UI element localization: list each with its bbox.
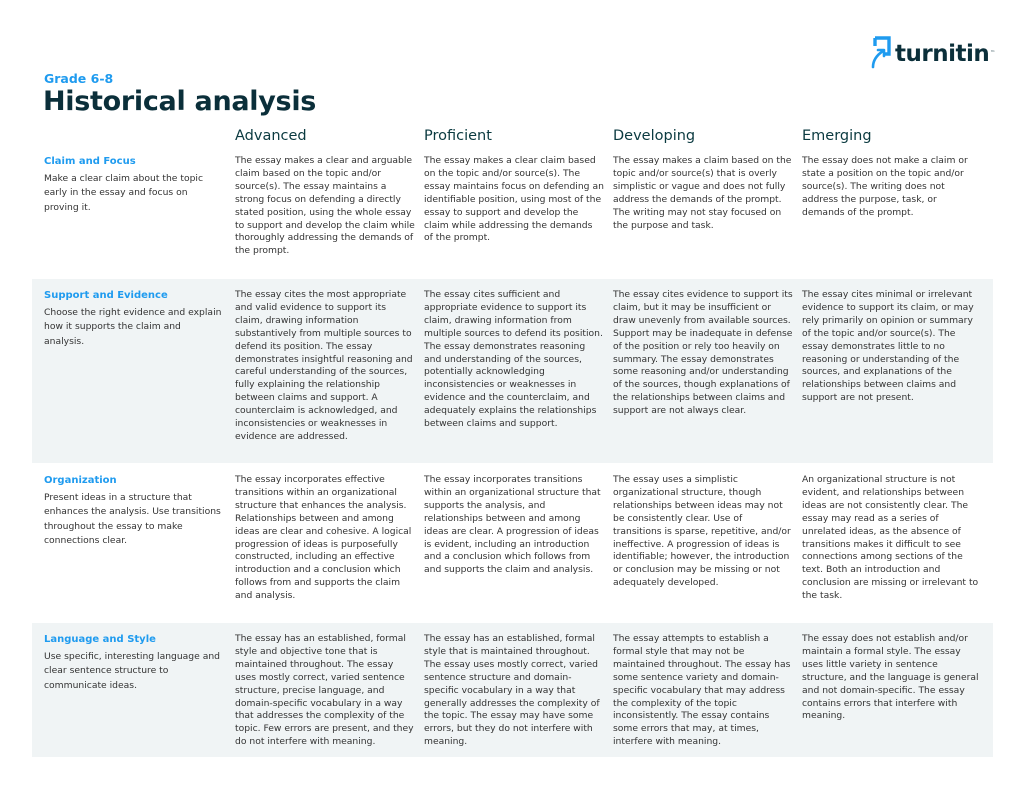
rubric-cell-developing: The essay attempts to establish a formal style that may not be maintained throughout. The essay has some sentence variety and domain-specific vocabulary that may address the complexity of the topic inconsistently. The essay contains some errors that may, at times, interfere with meaning.: [613, 633, 791, 748]
rubric-row-support-evidence: [32, 279, 993, 463]
criterion: [44, 633, 222, 693]
page-title: Historical analysis: [43, 86, 317, 117]
column-header-advanced: Advanced: [235, 128, 307, 144]
criterion-description: Present ideas in a structure that enhances the analysis. Use transitions throughout the essay to make connections clear.: [44, 492, 221, 546]
rubric-cell-advanced: The essay cites the most appropriate and valid evidence to support its claim, drawing information substantively from multiple sources to defend its position. The essay demonstrates insightful reasoning and careful understanding of the sources, fully explaining the relationship between claims and support. A counterclaim is acknowledged, and inconsistencies or weaknesses in evidence are addressed.: [235, 289, 413, 442]
criterion-name: Support and Evidence: [44, 290, 168, 301]
rubric-cell-proficient: The essay makes a clear claim based on the topic and/or source(s). The essay maintains focus on defending an identifiable position, using most of the essay to support and develop the claim while addressing the demands of the prompt.: [424, 155, 604, 244]
criterion-name: Language and Style: [44, 634, 156, 645]
rubric-cell-advanced: The essay incorporates effective transitions within an organizational structure that enhances the analysis. Relationships between and among ideas are clear and cohesive. A logical progression of ideas is purposefully constructed, including an effective introduction and a conclusion which follows from and supports the claim and analysis.: [235, 474, 412, 602]
criterion-name: Organization: [44, 475, 117, 486]
trademark-symbol: ™: [990, 50, 996, 56]
rubric-row-claim-focus: [32, 148, 993, 274]
rubric-cell-developing: The essay uses a simplistic organizational structure, though relationships between ideas may not be consistently clear. Use of transitions is sparse, repetitive, and/or ineffective. A progression of ideas is identifiable; however, the introduction or conclusion may be missing or not adequately developed.: [613, 474, 791, 589]
rubric-cell-proficient: The essay incorporates transitions within an organizational structure that supports the analysis, and relationships between and among ideas are clear. A progression of ideas is evident, including an introduction and a conclusion which follows from and supports the claim and analysis.: [424, 474, 601, 576]
rubric-cell-proficient: The essay has an established, formal style that is maintained throughout. The essay uses mostly correct, varied sentence structure and domain-specific vocabulary in a way that generally addresses the complexity of the topic. The essay may have some errors, but they do not interfere with meaning.: [424, 633, 600, 748]
rubric-cell-emerging: The essay cites minimal or irrelevant evidence to support its claim, or may rely primarily on opinion or summary of the topic and/or source(s). The essay demonstrates little to no reasoning or understanding of the sources, and explanations of the relationships between claims and support are not present.: [802, 289, 974, 404]
rubric-row-language-style: [32, 623, 993, 757]
rubric-cell-developing: The essay cites evidence to support its claim, but it may be insufficient or draw unevenly from available sources. Support may be inadequate in defense of the position or rely too heavily on summary. The essay demonstrates some reasoning and/or understanding of the sources, though explanations of the relationships between claims and support are not always clear.: [613, 289, 793, 417]
logo-wordmark: turnitin: [895, 41, 990, 67]
criterion-description: Make a clear claim about the topic early in the essay and focus on proving it.: [44, 173, 203, 213]
criterion-name: Claim and Focus: [44, 156, 136, 167]
rubric-cell-advanced: The essay makes a clear and arguable claim based on the topic and/or source(s). The essay maintains a strong focus on defending a directly stated position, using the whole essay to support and develop the claim while thoroughly addressing the demands of the prompt.: [235, 155, 415, 257]
rubric-cell-emerging: The essay does not make a claim or state a position on the topic and/or source(s). The writing does not address the purpose, task, or demands of the prompt.: [802, 155, 968, 218]
rubric-cell-developing: The essay makes a claim based on the topic and/or source(s) that is overly simplistic or vague and does not fully address the demands of the prompt. The writing may not stay focused on the purpose and task.: [613, 155, 792, 231]
rubric-cell-emerging: An organizational structure is not evident, and relationships between ideas are not consistently clear. The essay may read as a series of unrelated ideas, as the absence of transitions makes it difficult to see connections among sections of the text. Both an introduction and conclusion are missing or irrelevant to the task.: [802, 474, 979, 602]
rubric-cell-emerging: The essay does not establish and/or maintain a formal style. The essay uses little variety in sentence structure, and the language is general and not domain-specific. The essay contains errors that interfere with meaning.: [802, 633, 979, 722]
grade-label: Grade 6-8: [44, 71, 114, 86]
rubric-cell-advanced: The essay has an established, formal style and objective tone that is maintained throughout. The essay uses mostly correct, varied sentence structure, precise language, and domain-specific vocabulary in a way that addresses the complexity of the topic. Few errors are present, and they do not interfere with meaning.: [235, 633, 414, 748]
criterion: [44, 474, 222, 548]
column-header-emerging: Emerging: [802, 128, 872, 144]
turnitin-logo: [870, 36, 995, 70]
criterion-description: Choose the right evidence and explain how it supports the claim and analysis.: [44, 307, 222, 347]
criterion: [44, 289, 222, 349]
column-header-developing: Developing: [613, 128, 696, 144]
rubric-row-organization: [32, 464, 993, 622]
criterion: [44, 155, 222, 215]
criterion-description: Use specific, interesting language and clear sentence structure to communicate ideas.: [44, 651, 220, 691]
rubric-cell-proficient: The essay cites sufficient and appropriate evidence to support its claim, drawing information from multiple sources to defend its position. The essay demonstrates reasoning and understanding of the sources, potentially acknowledging inconsistencies or weaknesses in evidence and the counterclaim, and adequately explains the relationships between claims and support.: [424, 289, 603, 430]
column-header-proficient: Proficient: [424, 128, 492, 144]
turnitin-logo-icon: [870, 36, 892, 70]
